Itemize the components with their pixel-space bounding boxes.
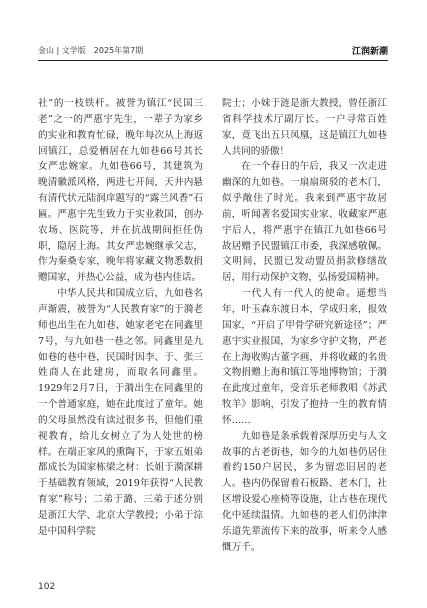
header-rule (38, 60, 388, 61)
right-text-column (222, 96, 387, 555)
paragraph: 社”的一枝铁杆。被誉为镇江“民国三老”之一的严惠宇先生，一辈子为家乡的实业和教育忙碌，晚年每次从上海返回镇江，总爱栖居在九如巷66号其长女严忠婉家。九如巷66号，其建筑为晚清徽派风格，两进七开间，天井内悬有清代状元陆润庠题写的“露兰风香”石匾。严惠宇先生致力于实业救国，创办农场、医院等，并在抗战期间拒任伪职，隐居上海。其女严忠婉继承父志，作为秦桑专家，晚年将家藏文物悉数捐赠国家，并热心公益，成为巷内佳话。 (38, 98, 203, 284)
paragraph: 院士；小妹于涟是浙大教授，曾任浙江省科学技术厅副厅长。一户寻常百姓家，竟飞出五只凤凰，这是镇江九如巷人共同的骄傲！ (222, 98, 387, 157)
paragraph: 一代人有一代人的使命。遥想当年，叶玉森东渡日本，学成归来，报效国家，“开启了甲骨学研究新途径”；严惠宇实业报国，为家乡守护文物，严老在上海收购古董字画，并将收藏的名贵文物捐赠上海和镇江等地博物馆；于漪在此度过童年，受音乐老师教唱《苏武牧羊》影响，引发了抱持一生的教育情怀…… (222, 288, 387, 426)
header-issue-info: 金山 | 文学版 2025年第7期 (38, 46, 144, 55)
page-number: 102 (38, 582, 56, 592)
paragraph: 九如巷是条承载着深厚历史与人文故事的古老街巷，如今的九如巷仍居住着约150户居民，多为留恋旧居的老人。巷内仍保留着石板路、老木门，社区增设爱心座椅等设施，让古巷在现代化中延续温情。九如巷的老人们仍津津乐道先辈流传下来的故事，听来令人感慨万千。 (222, 430, 387, 553)
paragraph: 在一个春日的午后，我又一次走进幽深的九如巷。一扇扇斑驳的老木门，似乎敞住了时光。我来到严惠宇故居前，听闻著名爱国实业家、收藏家严惠宇后人，将严惠宇在镇江九如巷66号故居赠予民盟镇江市委，我深感敬佩。文明间，民盟已发动盟员捐款修缮故居，用行动保护文物，弘扬爱国精神。 (222, 161, 387, 284)
paragraph: 中华人民共和国成立后，九如巷名声渐震，被誉为“人民教育家”的于漪老师也出生在九如巷，她家老宅在同鑫里7号，与九如巷一巷之邻。同鑫里是九如巷的巷中巷，民国时因李、于、张三姓商人在此建房，而取名同鑫里。1929年2月7日，于漪出生在同鑫里的一个普通家庭，她在此度过了童年。她的父母虽然没有读过很多书，但他们重视教育，给儿女树立了为人处世的榜样。在端正家风的熏陶下，于家五姐弟都成长为国家栋梁之材：长姐于漪深耕于基础教育领域，2019年获得“人民教育家”称号；二弟于潞、三弟于述分别是浙江大学、北京大学教授；小弟于淙是中国科学院 (38, 288, 203, 537)
header-column-title: 江润新潮 (351, 47, 388, 57)
left-text-column (38, 96, 203, 540)
